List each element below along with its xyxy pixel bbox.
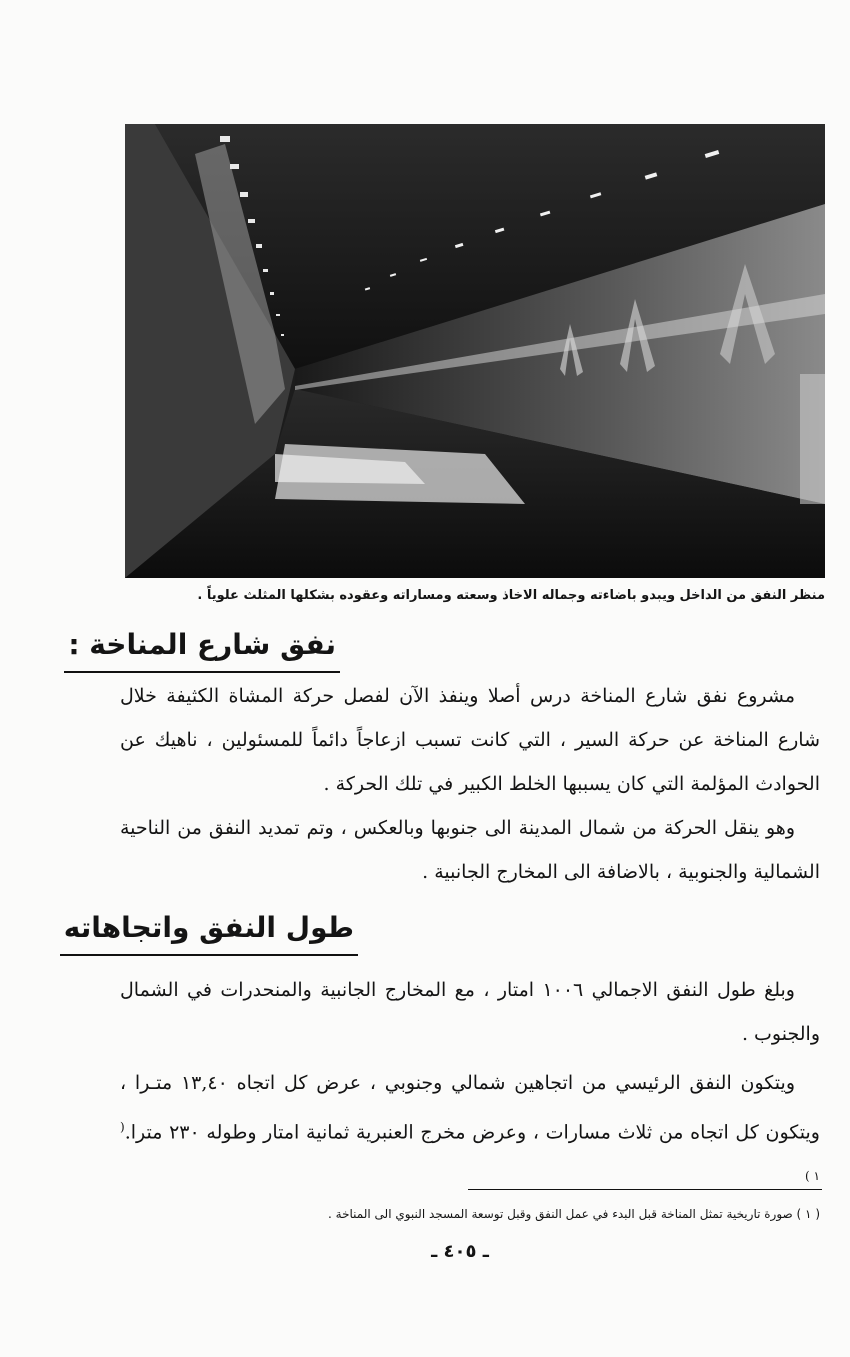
paragraph: وبلغ طول النفق الاجمالي ١٠٠٦ امتار ، مع المخارج الجانبية والمنحدرات في الشمال والجنوب . <box>120 979 820 1045</box>
footnote-reference: ( ١ ) <box>120 1120 820 1184</box>
paragraph: وهو ينقل الحركة من شمال المدينة الى جنوبها وبالعكس ، وتم تمديد النفق من الناحية الشمالية والجنوبية ، بالاضافة الى المخارج الجانبية . <box>120 817 820 883</box>
page-number: ـ ٤٠٥ ـ <box>431 1241 489 1262</box>
tunnel-photo <box>125 124 825 578</box>
paragraph: مشروع نفق شارع المناخة درس أصلا وينفذ الآن لفصل حركة المشاة الكثيفة خلال شارع المناخة عن حركة السير ، التي كانت تسبب ازعاجاً دائماً للمسئولين ، ناهيك عن الحوادث المؤلمة التي كان يسببها الخلط الكبير في تلك الحركة . <box>120 685 820 795</box>
paragraph-text: ويتكون النفق الرئيسي من اتجاهين شمالي وجنوبي ، عرض كل اتجاه ١٣,٤٠ متـرا ، ويتكون كل اتجاه من ثلاث مسارات ، وعرض مخرج العنبرية ثمانية امتار وطوله ٢٣٠ مترا. <box>120 1072 820 1144</box>
photo-caption: منظر النفق من الداخل ويبدو باضاءته وجماله الاخاذ وسعته ومساراته وعقوده بشكلها المثلث علوياً . <box>197 588 825 603</box>
footnote: ( ١ ) صورة تاريخية تمثل المناخة قبل البدء في عمل النفق وقبل توسعة المسجد النبوي الى المناخة . <box>328 1207 820 1221</box>
section-heading-text: طول النفق واتجاهاته <box>60 908 358 956</box>
paragraph <box>120 1061 820 1204</box>
section-heading-tunnel-length <box>60 908 358 956</box>
section-heading-manakha-tunnel <box>64 625 340 673</box>
footnote-divider <box>468 1189 822 1190</box>
section-heading-text: نفق شارع المناخة : <box>64 625 340 673</box>
